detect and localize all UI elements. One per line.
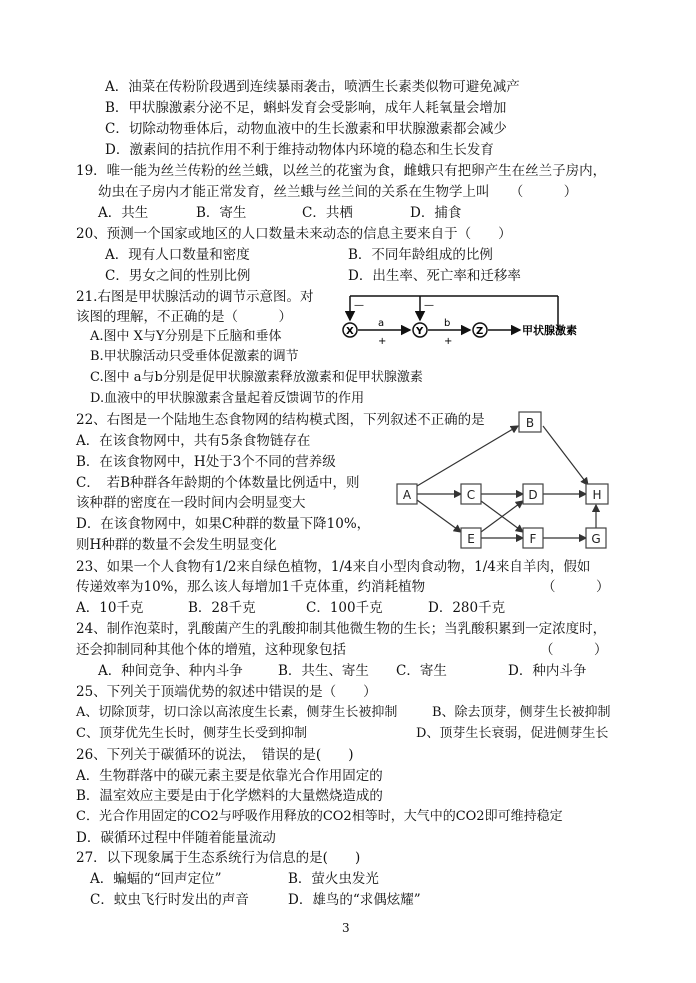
edge-b-h [543,426,588,485]
q23-stem-line1: 23、如果一个人食物有1/2来自绿色植物，1/4来自小型肉食动物，1/4来自羊肉，假如 [76,559,591,575]
page-number: 3 [342,921,350,935]
q21-stem-line1: 21.右图是甲状腺活动的调节示意图。对 [76,289,314,305]
q27-option-d: D．雄鸟的“求偶炫耀” [288,892,421,908]
q27-stem: 27．以下现象属于生态系统行为信息的是( ) [76,850,361,866]
q19-option-c: C．共栖 [302,205,353,221]
node-a-label: A [402,488,412,502]
q22-option-c-line2: 该种群的密度在一段时间内会明显变大 [76,495,306,511]
arrow-label-b: b [444,318,451,329]
q23-option-d: D．280千克 [428,600,506,616]
node-y-label: Y [416,326,424,337]
q27-option-b: B．萤火虫发光 [288,871,379,887]
q20-option-c: C．男女之间的性别比例 [105,268,251,284]
q22-option-d-line2: 则H种群的数量不会发生明显变化 [76,537,277,553]
q19-option-d: D．捕食 [410,205,462,221]
q24-stem-line2: 还会抑制同种其他个体的增殖，这种现象包括 [76,642,346,658]
q19-stem-line1: 19．唯一能为丝兰传粉的丝兰蛾，以丝兰的花蜜为食，雌蛾只有把卵产生在丝兰子房内， [76,163,607,179]
q18-option-a: A．油菜在传粉阶段遇到连续暴雨袭击，喷洒生长素类似物可避免减产 [105,79,520,95]
q22-stem: 22、右图是一个陆地生态食物网的结构模式图，下列叙述不正确的是 [76,412,485,428]
q19-option-a: A．共生 [98,205,149,221]
q23-stem-line2: 传递效率为10%，那么该人每增加1千克体重，约消耗植物 [76,579,426,595]
q25-option-c: C、顶芽优先生长时，侧芽生长受到抑制 [76,726,307,741]
q21-option-d: D.血液中的甲状腺激素含量起着反馈调节的作用 [90,391,365,406]
node-z-label: Z [476,326,484,337]
plus-sign-b: + [444,336,453,347]
node-x-label: X [346,326,354,337]
edge-a-b [417,426,518,486]
q24-option-c: C．寄生 [396,663,447,679]
arrow-label-a: a [378,318,385,329]
node-c-label: C [466,488,476,502]
q25-option-a: A、切除顶芽，切口涂以高浓度生长素，侧芽生长被抑制 [76,705,398,720]
q18-option-b: B．甲状腺激素分泌不足，蝌蚪发育会受影响，成年人耗氧量会增加 [105,100,507,116]
q24-option-d: D．种内斗争 [508,663,587,679]
q24-stem-line1: 24、制作泡菜时，乳酸菌产生的乳酸抑制其他微生物的生长；当乳酸积累到一定浓度时， [76,621,607,637]
q19-option-b: B．寄生 [196,205,247,221]
q20-option-a: A．现有人口数量和密度 [105,247,250,263]
node-d-label: D [528,488,538,502]
q24-answer-paren: （ ） [540,642,608,658]
q22-option-c-line1: C． 若B种群各年龄期的个体数量比例适中，则 [76,475,360,491]
q26-option-c: C．光合作用固定的CO2与呼吸作用释放的CO2相等时，大气中的CO2即可维持稳定 [76,809,563,824]
product-label: 甲状腺激素 [522,324,577,337]
node-e-label: E [467,532,475,546]
node-h-label: H [592,488,602,502]
thyroid-regulation-diagram [340,290,615,350]
q23-answer-paren: （ ） [542,579,610,595]
q27-option-a: A．蝙蝠的“回声定位” [90,871,222,887]
q21-option-b: B.甲状腺活动只受垂体促激素的调节 [90,349,299,364]
q24-option-a: A．种间竞争、种内斗争 [98,663,243,679]
q26-option-d: D．碳循环过程中伴随着能量流动 [76,830,276,846]
minus-sign-y: — [424,300,434,311]
q25-option-d: D、顶芽生长衰弱，促进侧芽生长 [416,726,609,741]
node-f-label: F [529,532,537,546]
q20-option-b: B．不同年龄组成的比例 [348,247,493,263]
q20-stem: 20、预测一个国家或地区的人口数量未来动态的信息主要来自于（ ） [76,226,512,242]
q22-option-a: A．在该食物网中，共有5条食物链存在 [76,433,311,449]
q24-option-b: B．共生、寄生 [278,663,369,679]
q19-stem-line2: 幼虫在子房内才能正常发育，丝兰蛾与丝兰间的关系在生物学上叫 （ ） [98,184,578,200]
q22-option-d-line1: D．在该食物网中，如果C种群的数量下降10%， [76,516,371,532]
q21-option-c: C.图中 a与b分别是促甲状腺激素释放激素和促甲状腺激素 [90,370,423,385]
q25-stem: 25、下列关于顶端优势的叙述中错误的是（ ） [76,684,377,700]
edge-a-e [417,500,461,532]
q23-option-a: A．10千克 [76,600,144,616]
q18-option-c: C．切除动物垂体后，动物血液中的生长激素和甲状腺激素都会减少 [105,121,507,137]
q21-option-a: A.图中 X与Y分别是下丘脑和垂体 [90,329,282,344]
q26-option-b: B．温室效应主要是由于化学燃料的大量燃烧造成的 [76,788,383,804]
q25-option-b: B、除去顶芽，侧芽生长被抑制 [432,705,611,720]
q26-stem: 26、下列关于碳循环的说法， 错误的是( ) [76,747,354,763]
q22-option-b: B．在该食物网中，H处于3个不同的营养级 [76,454,336,470]
node-b-label: B [525,416,535,430]
q21-stem-line2: 该图的理解，不正确的是（ ） [76,309,292,325]
q18-option-d: D．激素间的拮抗作用不利于维持动物体内环境的稳态和生长发育 [105,142,494,158]
q27-option-c: C．蚊虫飞行时发出的声音 [90,892,249,908]
minus-sign-x: — [354,300,364,311]
node-g-label: G [591,532,601,546]
food-web-diagram [392,408,622,556]
q26-option-a: A．生物群落中的碳元素主要是依靠光合作用固定的 [76,768,383,784]
plus-sign-a: + [378,336,387,347]
q23-option-b: B．28千克 [188,600,256,616]
q23-option-c: C．100千克 [306,600,383,616]
q20-option-d: D．出生率、死亡率和迁移率 [348,268,521,284]
